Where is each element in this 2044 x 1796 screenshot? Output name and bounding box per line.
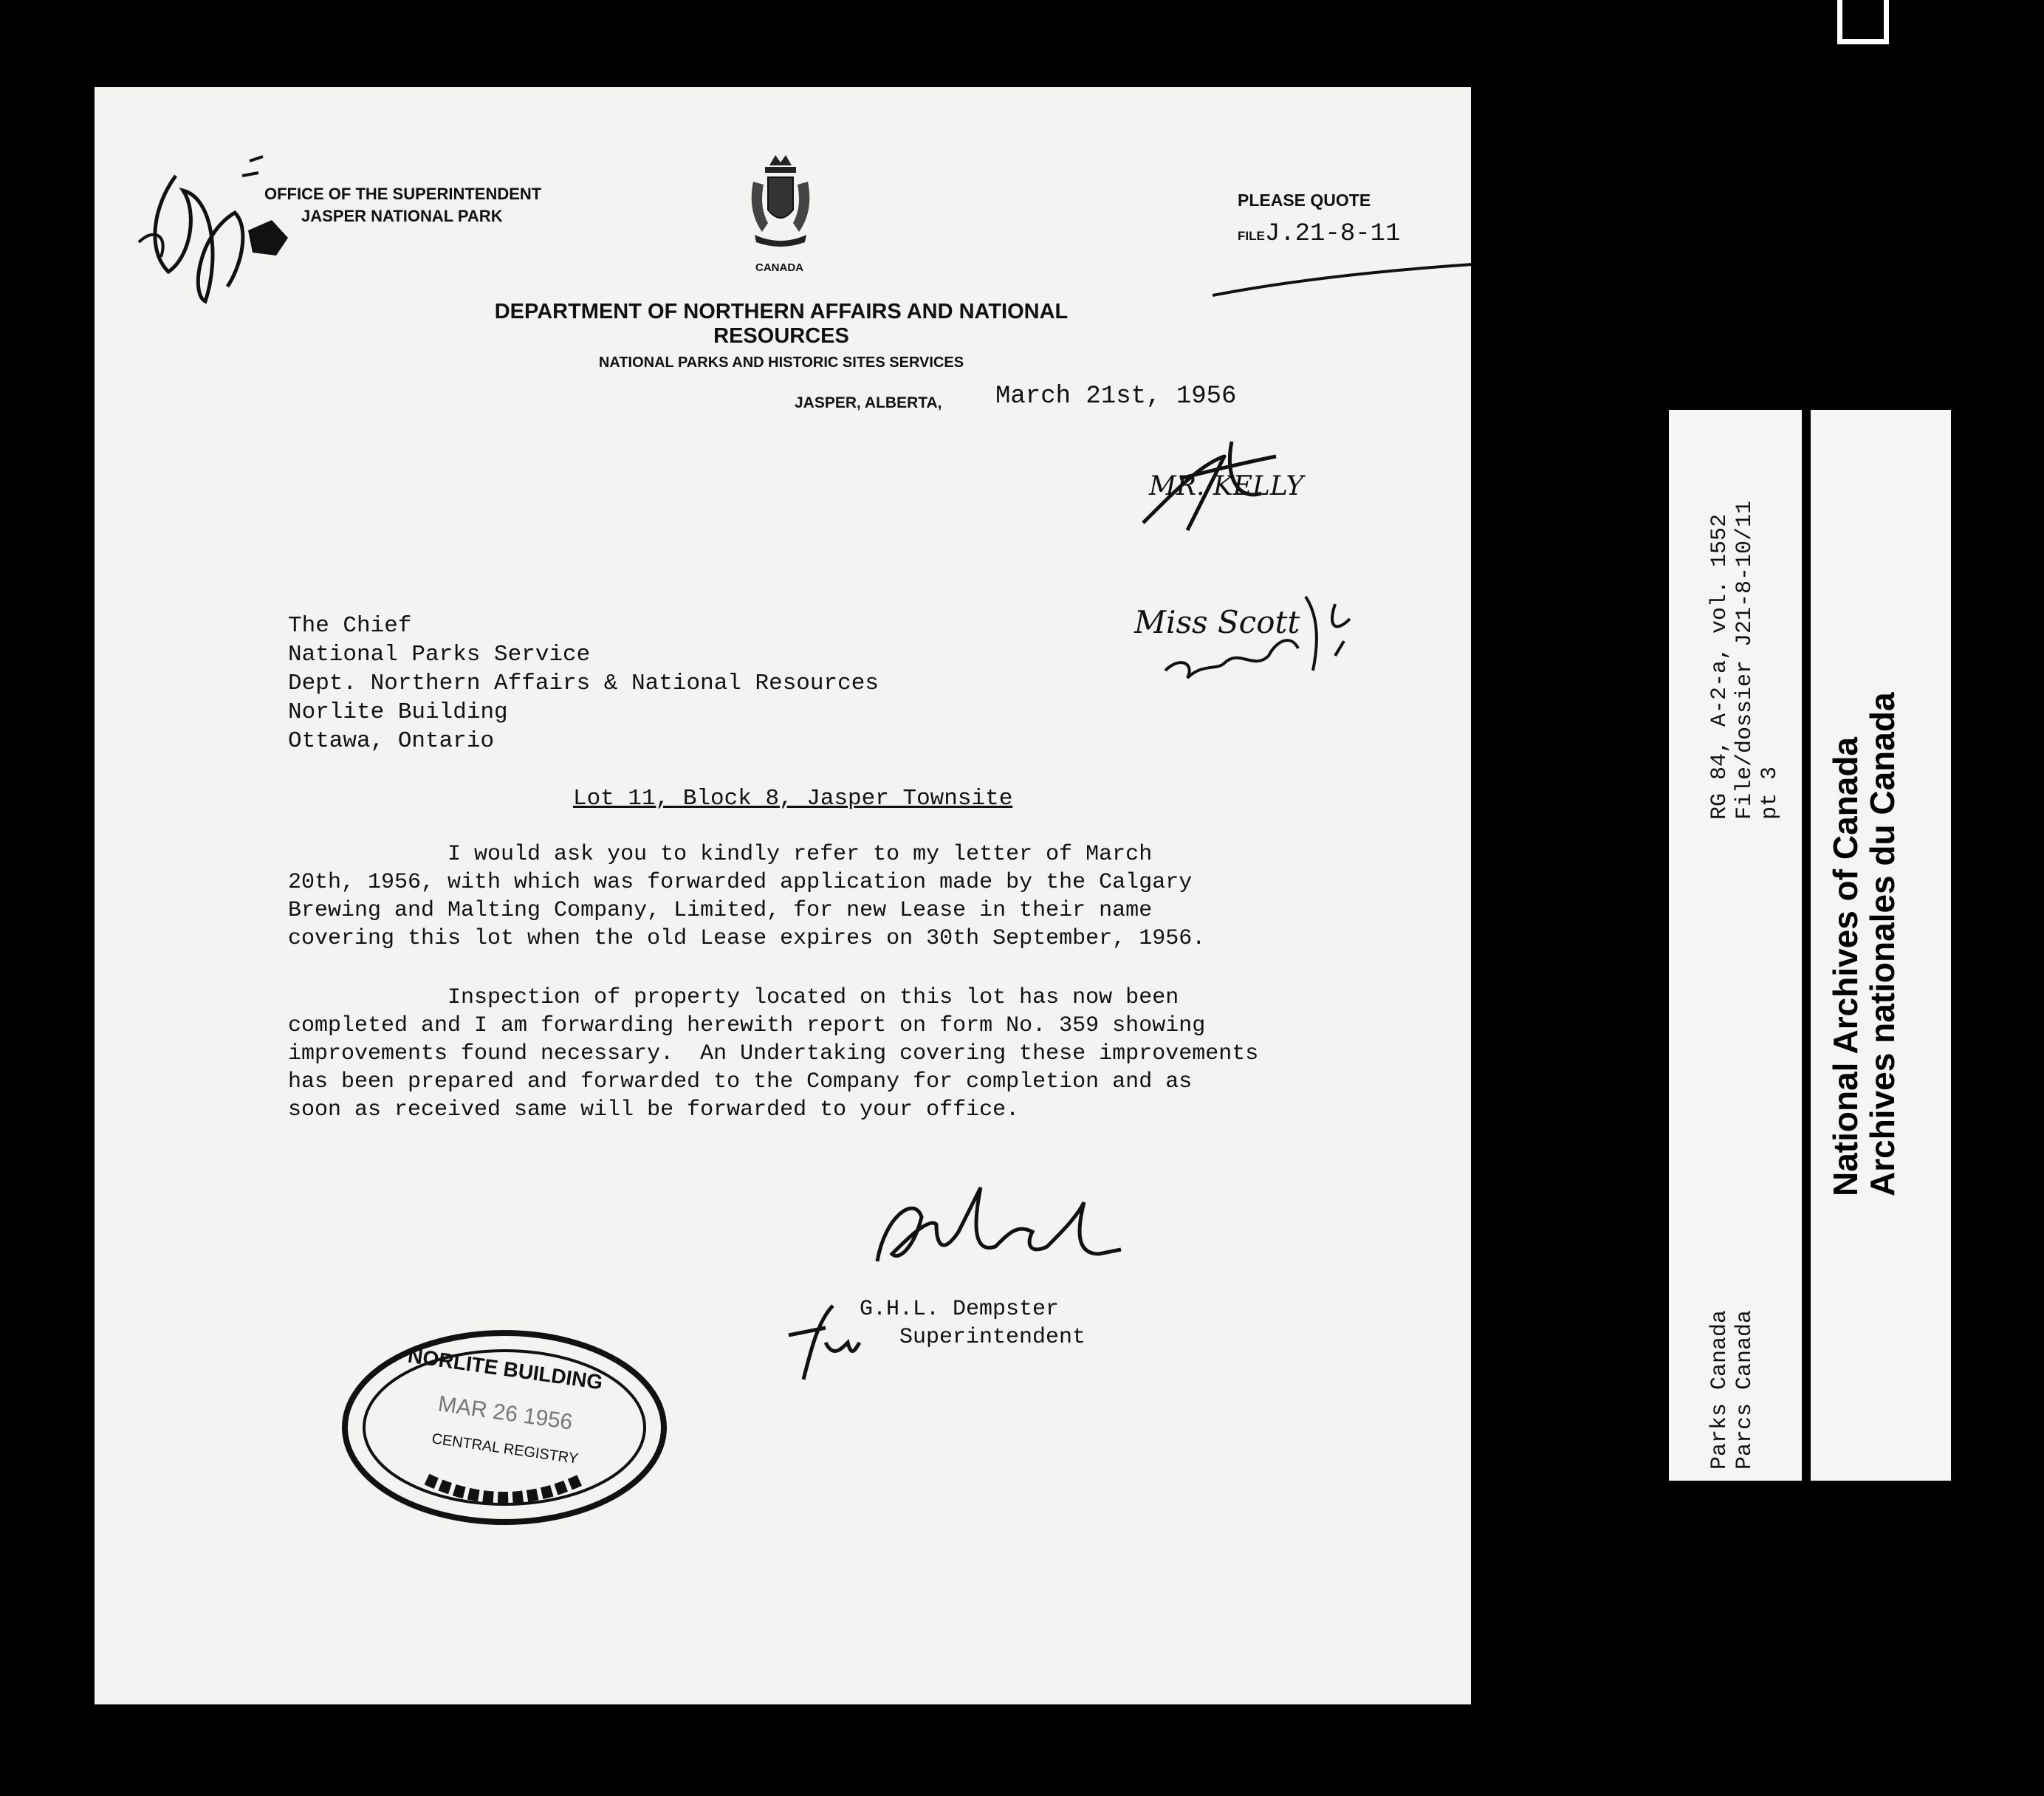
body-line: I would ask you to kindly refer to my letter of March — [288, 842, 1153, 867]
mr-kelly-note: MR. KELLY — [1149, 471, 1304, 501]
service-name: NATIONAL PARKS AND HISTORIC SITES SERVICES — [598, 354, 964, 371]
office-line2: JASPER NATIONAL PARK — [301, 207, 503, 225]
body-line: soon as received same will be forwarded to your office. — [288, 1097, 1020, 1122]
reference-line: RG 84, A-2-a, vol. 1552 — [1707, 513, 1732, 820]
office-heading — [264, 183, 541, 227]
reference-line: pt 3 — [1757, 766, 1783, 820]
body-line: improvements found necessary. An Undertaking covering these improvements — [288, 1041, 1259, 1066]
coat-of-arms-icon — [747, 152, 814, 248]
for-mark — [781, 1298, 862, 1387]
handwritten-signature — [862, 1173, 1128, 1283]
stamp-top-text: NORLITE BUILDING — [406, 1343, 605, 1394]
recipient-line: Dept. Northern Affairs & National Resources — [288, 671, 879, 696]
agency-line: Parks Canada — [1707, 1309, 1732, 1470]
archives-line: National Archives of Canada — [1826, 736, 1865, 1196]
letter-date: March 21st, 1956 — [995, 383, 1237, 411]
signer-title: Superintendent — [899, 1325, 1086, 1350]
pen-stroke — [1210, 257, 1471, 301]
subject-line: Lot 11, Block 8, Jasper Townsite — [573, 786, 1013, 812]
recipient-address — [288, 611, 879, 755]
body-line: covering this lot when the old Lease expires on 30th September, 1956. — [288, 926, 1206, 951]
frame-corner-mark — [1837, 0, 1889, 44]
body-line: has been prepared and forwarded to the Company for completion and as — [288, 1069, 1193, 1094]
file-prefix: FILE — [1238, 229, 1265, 243]
body-line: Inspection of property located on this lot has now been — [288, 985, 1179, 1010]
file-number: J.21-8-11 — [1264, 220, 1401, 248]
recipient-line: The Chief — [288, 613, 412, 639]
recipient-line: Norlite Building — [288, 699, 508, 725]
paragraph-2 — [288, 984, 1258, 1124]
body-line: Brewing and Malting Company, Limited, for new Lease in their name — [288, 898, 1153, 923]
archive-reference-text — [1707, 501, 1783, 820]
body-line: completed and I am forwarding herewith report on form No. 359 showing — [288, 1013, 1206, 1038]
please-quote: PLEASE QUOTE — [1238, 191, 1371, 210]
department-heading — [449, 300, 1114, 371]
recipient-line: National Parks Service — [288, 642, 591, 668]
stamp-date: MAR 26 1956 — [436, 1391, 575, 1435]
stamp-middle-text: CENTRAL REGISTRY — [431, 1430, 580, 1467]
miss-scott-scrawl — [1150, 589, 1365, 707]
paragraph-1 — [288, 840, 1205, 953]
letter-page — [95, 87, 1471, 1704]
reference-line: File/dossier J21-8-10/11 — [1732, 500, 1757, 820]
agency-line: Parcs Canada — [1732, 1309, 1757, 1470]
signer-block — [860, 1295, 1086, 1351]
file-reference — [1238, 220, 1400, 248]
signer-name: G.H.L. Dempster — [860, 1297, 1060, 1322]
office-line1: OFFICE OF THE SUPERINTENDENT — [264, 185, 542, 203]
miss-scott-note: Miss Scott — [1134, 604, 1300, 640]
received-stamp — [338, 1324, 671, 1531]
agency-text — [1707, 1310, 1757, 1470]
archives-name-text — [1827, 692, 1901, 1196]
archives-line: Archives nationales du Canada — [1863, 692, 1901, 1196]
canada-label: CANADA — [755, 261, 803, 274]
department-name: DEPARTMENT OF NORTHERN AFFAIRS AND NATIONAL RESOURCES — [494, 300, 1069, 348]
place-line: JASPER, ALBERTA, — [795, 394, 942, 411]
mr-kelly-scrawl — [1136, 434, 1283, 538]
body-line: 20th, 1956, with which was forwarded application made by the Calgary — [288, 870, 1193, 895]
recipient-line: Ottawa, Ontario — [288, 728, 495, 754]
